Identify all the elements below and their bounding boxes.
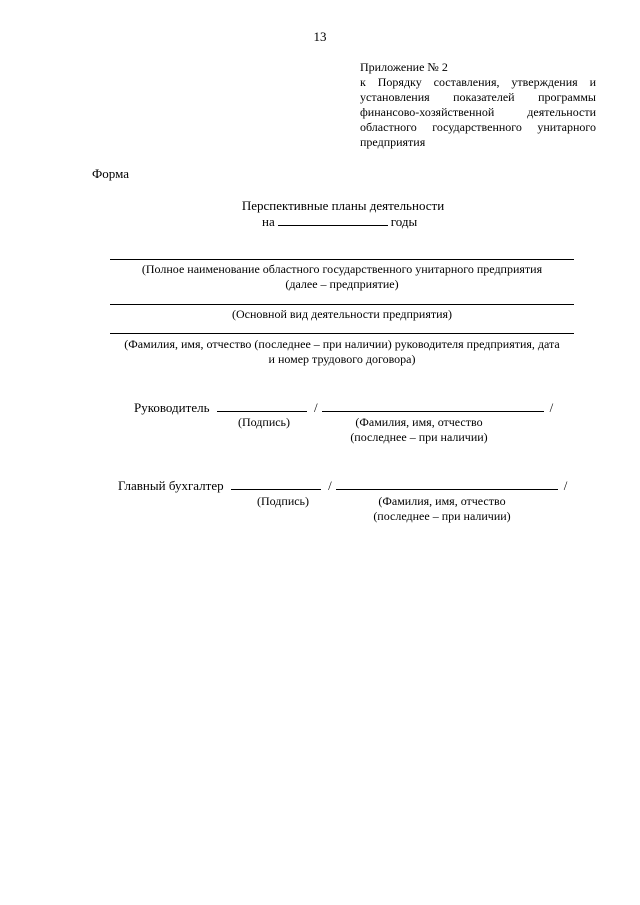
director-name-field[interactable] — [322, 400, 544, 412]
director-separator-2: / — [549, 400, 554, 415]
enterprise-name-field[interactable] — [110, 259, 574, 260]
director-details-caption — [100, 337, 584, 367]
director-name-caption — [326, 415, 512, 445]
document-title: Перспективные планы деятельности — [241, 198, 445, 213]
activity-field[interactable] — [110, 304, 574, 305]
activity-caption: (Основной вид деятельности предприятия) — [231, 307, 453, 321]
director-details-field[interactable] — [110, 333, 574, 334]
director-details-caption-line-1: (Фамилия, имя, отчество (последнее – при наличии) руководителя предприятия, дата — [124, 337, 560, 351]
form-label: Форма — [92, 166, 129, 181]
period-prefix: на — [262, 214, 275, 229]
chief-accountant-signature-caption: (Подпись) — [256, 494, 310, 508]
chief-accountant-name-field[interactable] — [336, 478, 558, 490]
period-field[interactable] — [278, 214, 388, 226]
enterprise-name-caption — [110, 262, 574, 292]
period-line — [262, 214, 417, 230]
appendix-body: к Порядку составления, утверждения и установления показателей программы финансово-хозяйственной деятельности областного государственного унитарного предприятия — [360, 75, 596, 149]
period-suffix: годы — [390, 214, 418, 229]
chief-accountant-separator-1: / — [328, 478, 332, 493]
director-label: Руководитель — [134, 400, 210, 415]
chief-accountant-name-caption — [344, 494, 540, 524]
chief-accountant-name-caption-line-1: (Фамилия, имя, отчество — [378, 494, 506, 508]
director-name-caption-line-2: (последнее – при наличии) — [350, 430, 488, 444]
director-signature-field[interactable] — [217, 400, 307, 412]
director-signature-row — [134, 400, 553, 416]
chief-accountant-label: Главный бухгалтер — [118, 478, 224, 493]
chief-accountant-name-caption-line-2: (последнее – при наличии) — [373, 509, 511, 523]
chief-accountant-signature-row — [118, 478, 567, 494]
director-name-caption-line-1: (Фамилия, имя, отчество — [355, 415, 483, 429]
appendix-title: Приложение № 2 — [360, 60, 448, 74]
director-details-caption-line-2: и номер трудового договора) — [268, 352, 416, 366]
appendix-block — [360, 60, 596, 150]
director-separator-1: / — [314, 400, 318, 415]
chief-accountant-signature-field[interactable] — [231, 478, 321, 490]
enterprise-name-caption-line-1: (Полное наименование областного государственного унитарного предприятия — [141, 262, 543, 276]
director-signature-caption: (Подпись) — [237, 415, 291, 429]
chief-accountant-separator-2: / — [563, 478, 568, 493]
page-number: 13 — [313, 29, 327, 44]
enterprise-name-caption-line-2: (далее – предприятие) — [285, 277, 399, 291]
